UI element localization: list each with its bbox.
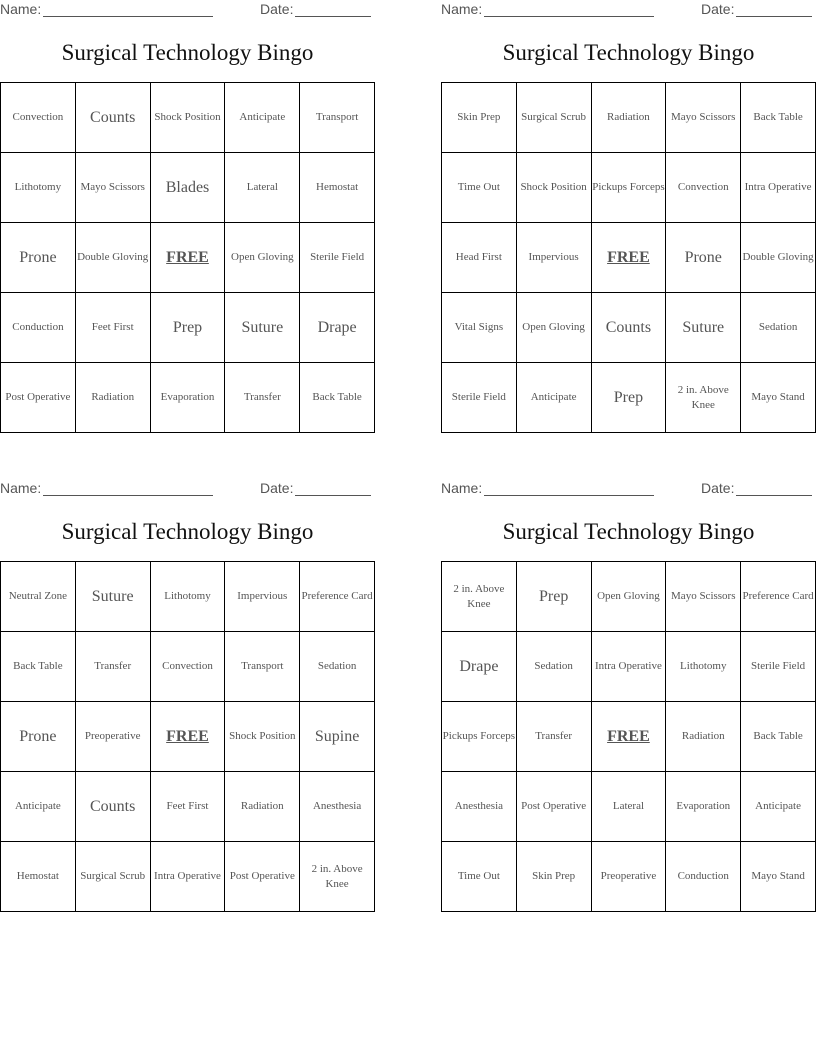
bingo-cell[interactable]: Mayo Stand	[741, 363, 816, 433]
free-space-cell[interactable]: FREE	[150, 223, 225, 293]
bingo-row	[442, 153, 816, 223]
name-write-line	[484, 481, 654, 496]
bingo-cell[interactable]: Supine	[300, 702, 375, 772]
bingo-cell[interactable]: Blades	[150, 153, 225, 223]
bingo-row	[1, 223, 375, 293]
bingo-cell[interactable]: Convection	[666, 153, 741, 223]
bingo-cell[interactable]: Time Out	[442, 842, 517, 912]
bingo-cell[interactable]: Surgical Scrub	[516, 83, 591, 153]
name-label: Name:	[0, 480, 42, 496]
bingo-grid	[0, 561, 375, 912]
bingo-cell[interactable]: Prone	[1, 702, 76, 772]
name-date-header	[441, 480, 816, 500]
card-title: Surgical Technology Bingo	[61, 40, 314, 65]
bingo-cell[interactable]: Mayo Scissors	[666, 83, 741, 153]
date-field-label	[260, 1, 371, 17]
bingo-cell[interactable]: Counts	[75, 83, 150, 153]
bingo-cell[interactable]: Skin Prep	[442, 83, 517, 153]
bingo-cell[interactable]: Radiation	[666, 702, 741, 772]
bingo-cell[interactable]: Double Gloving	[741, 223, 816, 293]
bingo-cell[interactable]: Pickups Forceps	[591, 153, 666, 223]
date-label: Date:	[701, 480, 735, 496]
bingo-cell[interactable]: Anticipate	[516, 363, 591, 433]
bingo-row	[442, 842, 816, 912]
bingo-cell[interactable]: Open Gloving	[591, 562, 666, 632]
bingo-cell[interactable]: Transfer	[516, 702, 591, 772]
free-space-cell[interactable]: FREE	[591, 223, 666, 293]
bingo-cell[interactable]: Suture	[75, 562, 150, 632]
bingo-cell[interactable]: Conduction	[666, 842, 741, 912]
bingo-grid	[441, 82, 816, 433]
bingo-cell[interactable]: Mayo Stand	[741, 842, 816, 912]
bingo-cell[interactable]: Transfer	[75, 632, 150, 702]
bingo-cell[interactable]: Time Out	[442, 153, 517, 223]
name-label: Name:	[441, 480, 483, 496]
bingo-cell[interactable]: Preference Card	[300, 562, 375, 632]
date-field-label	[701, 480, 812, 496]
bingo-row	[1, 562, 375, 632]
bingo-cell[interactable]: Anticipate	[1, 772, 76, 842]
bingo-cell[interactable]: Back Table	[300, 363, 375, 433]
bingo-cell[interactable]: Shock Position	[150, 83, 225, 153]
bingo-cell[interactable]: Neutral Zone	[1, 562, 76, 632]
card-title: Surgical Technology Bingo	[502, 40, 755, 65]
bingo-cell[interactable]: Drape	[300, 293, 375, 363]
bingo-cell[interactable]: Shock Position	[225, 702, 300, 772]
bingo-row	[442, 83, 816, 153]
bingo-cell[interactable]: Radiation	[591, 83, 666, 153]
bingo-cell[interactable]: Back Table	[1, 632, 76, 702]
bingo-cell[interactable]: Head First	[442, 223, 517, 293]
bingo-cell[interactable]: Prep	[150, 293, 225, 363]
bingo-cell[interactable]: Transport	[225, 632, 300, 702]
bingo-grid	[0, 82, 375, 433]
bingo-row	[442, 702, 816, 772]
bingo-cell[interactable]: 2 in. Above Knee	[442, 562, 517, 632]
name-write-line	[43, 2, 213, 17]
bingo-cell[interactable]: Sedation	[741, 293, 816, 363]
bingo-row	[442, 632, 816, 702]
name-label: Name:	[0, 1, 42, 17]
bingo-cell[interactable]: Suture	[225, 293, 300, 363]
bingo-cell[interactable]: Back Table	[741, 83, 816, 153]
bingo-cell[interactable]: Pickups Forceps	[442, 702, 517, 772]
name-date-header	[0, 480, 375, 500]
bingo-cell[interactable]: Lateral	[591, 772, 666, 842]
date-write-line	[295, 481, 371, 496]
bingo-cell[interactable]: Prep	[516, 562, 591, 632]
bingo-cell[interactable]: Radiation	[225, 772, 300, 842]
bingo-cell[interactable]: Anesthesia	[300, 772, 375, 842]
bingo-cell[interactable]: Evaporation	[666, 772, 741, 842]
bingo-cell[interactable]: Impervious	[516, 223, 591, 293]
bingo-row	[442, 562, 816, 632]
bingo-cell[interactable]: Lithotomy	[666, 632, 741, 702]
bingo-cell[interactable]: Conduction	[1, 293, 76, 363]
card-title: Surgical Technology Bingo	[502, 519, 755, 544]
bingo-row	[1, 83, 375, 153]
bingo-grid	[441, 561, 816, 912]
bingo-row	[1, 842, 375, 912]
bingo-row	[442, 363, 816, 433]
bingo-cell[interactable]: Impervious	[225, 562, 300, 632]
bingo-cell[interactable]: Suture	[666, 293, 741, 363]
bingo-cell[interactable]: Open Gloving	[225, 223, 300, 293]
bingo-cell[interactable]: Transport	[300, 83, 375, 153]
name-label: Name:	[441, 1, 483, 17]
bingo-cell[interactable]: Evaporation	[150, 363, 225, 433]
bingo-cell[interactable]: Preoperative	[591, 842, 666, 912]
bingo-cell[interactable]: Post Operative	[1, 363, 76, 433]
bingo-cell[interactable]: Lateral	[225, 153, 300, 223]
bingo-cell[interactable]: Intra Operative	[150, 842, 225, 912]
bingo-cell[interactable]: Skin Prep	[516, 842, 591, 912]
name-field-label	[441, 480, 654, 496]
bingo-cell[interactable]: Feet First	[150, 772, 225, 842]
bingo-cell[interactable]: Mayo Scissors	[666, 562, 741, 632]
date-label: Date:	[701, 1, 735, 17]
free-space-cell[interactable]: FREE	[591, 702, 666, 772]
date-write-line	[736, 2, 812, 17]
bingo-row	[1, 702, 375, 772]
name-date-header	[0, 1, 375, 21]
name-field-label	[0, 480, 213, 496]
bingo-cell[interactable]: Sedation	[516, 632, 591, 702]
name-date-header	[441, 1, 816, 21]
bingo-cell[interactable]: Back Table	[741, 702, 816, 772]
bingo-cell[interactable]: Intra Operative	[741, 153, 816, 223]
bingo-cell[interactable]: Counts	[75, 772, 150, 842]
bingo-cell[interactable]: Sedation	[300, 632, 375, 702]
bingo-row	[442, 223, 816, 293]
bingo-cell[interactable]: Post Operative	[225, 842, 300, 912]
bingo-cell[interactable]: 2 in. Above Knee	[666, 363, 741, 433]
bingo-cell[interactable]: Shock Position	[516, 153, 591, 223]
date-write-line	[736, 481, 812, 496]
date-write-line	[295, 2, 371, 17]
name-field-label	[441, 1, 654, 17]
bingo-cell[interactable]: Convection	[150, 632, 225, 702]
bingo-cell[interactable]: Feet First	[75, 293, 150, 363]
bingo-row	[1, 153, 375, 223]
bingo-cell[interactable]: Surgical Scrub	[75, 842, 150, 912]
bingo-cell[interactable]: Sterile Field	[442, 363, 517, 433]
bingo-cell[interactable]: Open Gloving	[516, 293, 591, 363]
bingo-cell[interactable]: Prone	[1, 223, 76, 293]
bingo-cell[interactable]: Counts	[591, 293, 666, 363]
bingo-cell[interactable]: Radiation	[75, 363, 150, 433]
card-title: Surgical Technology Bingo	[61, 519, 314, 544]
bingo-cell[interactable]: Convection	[1, 83, 76, 153]
bingo-row	[1, 772, 375, 842]
bingo-cell[interactable]: 2 in. Above Knee	[300, 842, 375, 912]
bingo-cell[interactable]: Anticipate	[225, 83, 300, 153]
bingo-cell[interactable]: Prep	[591, 363, 666, 433]
date-label: Date:	[260, 480, 294, 496]
bingo-cell[interactable]: Drape	[442, 632, 517, 702]
bingo-cell[interactable]: Sterile Field	[741, 632, 816, 702]
bingo-cell[interactable]: Preoperative	[75, 702, 150, 772]
date-field-label	[701, 1, 812, 17]
bingo-cell[interactable]: Preference Card	[741, 562, 816, 632]
bingo-cell[interactable]: Post Operative	[516, 772, 591, 842]
bingo-cell[interactable]: Prone	[666, 223, 741, 293]
bingo-cell[interactable]: Double Gloving	[75, 223, 150, 293]
free-space-cell[interactable]: FREE	[150, 702, 225, 772]
bingo-cell[interactable]: Mayo Scissors	[75, 153, 150, 223]
bingo-row	[1, 363, 375, 433]
bingo-cell[interactable]: Anesthesia	[442, 772, 517, 842]
bingo-cell[interactable]: Vital Signs	[442, 293, 517, 363]
bingo-cell[interactable]: Hemostat	[1, 842, 76, 912]
bingo-cell[interactable]: Sterile Field	[300, 223, 375, 293]
bingo-cell[interactable]: Transfer	[225, 363, 300, 433]
name-write-line	[484, 2, 654, 17]
date-field-label	[260, 480, 371, 496]
name-field-label	[0, 1, 213, 17]
bingo-row	[442, 293, 816, 363]
bingo-cell[interactable]: Lithotomy	[150, 562, 225, 632]
bingo-cell[interactable]: Hemostat	[300, 153, 375, 223]
bingo-cell[interactable]: Anticipate	[741, 772, 816, 842]
bingo-row	[442, 772, 816, 842]
bingo-row	[1, 293, 375, 363]
bingo-row	[1, 632, 375, 702]
name-write-line	[43, 481, 213, 496]
date-label: Date:	[260, 1, 294, 17]
bingo-cell[interactable]: Lithotomy	[1, 153, 76, 223]
bingo-cell[interactable]: Intra Operative	[591, 632, 666, 702]
